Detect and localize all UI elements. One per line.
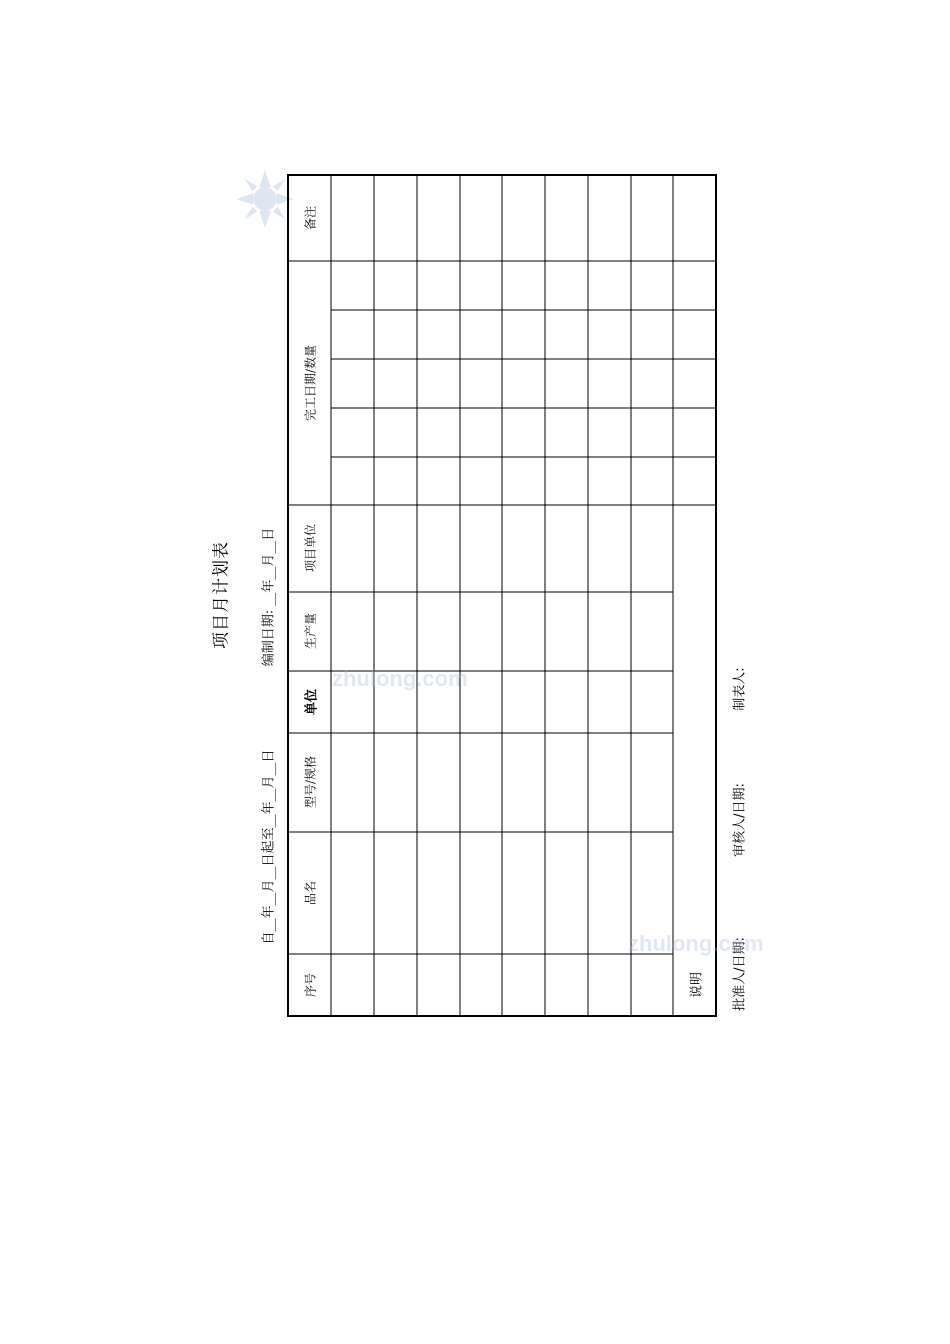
header-model: 型号/规格 — [303, 755, 318, 809]
reviewer-label: 审核人/日期: — [732, 783, 748, 857]
header-name: 品名 — [303, 880, 318, 906]
approver-label: 批准人/日期: — [732, 937, 748, 1011]
watermark-text: zhulong.com — [332, 666, 468, 691]
header-seq: 序号 — [303, 972, 318, 998]
header-output: 生产量 — [303, 612, 318, 650]
header-remarks: 备注 — [303, 205, 318, 231]
watermark-text: zhulong.com — [628, 931, 764, 956]
compiled-date: 编制日期: __年__月__日 — [261, 527, 277, 667]
preparer-label: 制表人: — [732, 667, 748, 711]
note-label: 说明 — [689, 971, 705, 999]
header-completion: 完工日期/数量 — [303, 344, 318, 422]
page-title: 项目月计划表 — [211, 541, 232, 649]
header-project-unit: 项目单位 — [303, 523, 318, 573]
period-line: 自__年__月__日起至__年__月__日 — [261, 749, 277, 945]
header-unit: 单位 — [304, 688, 320, 716]
